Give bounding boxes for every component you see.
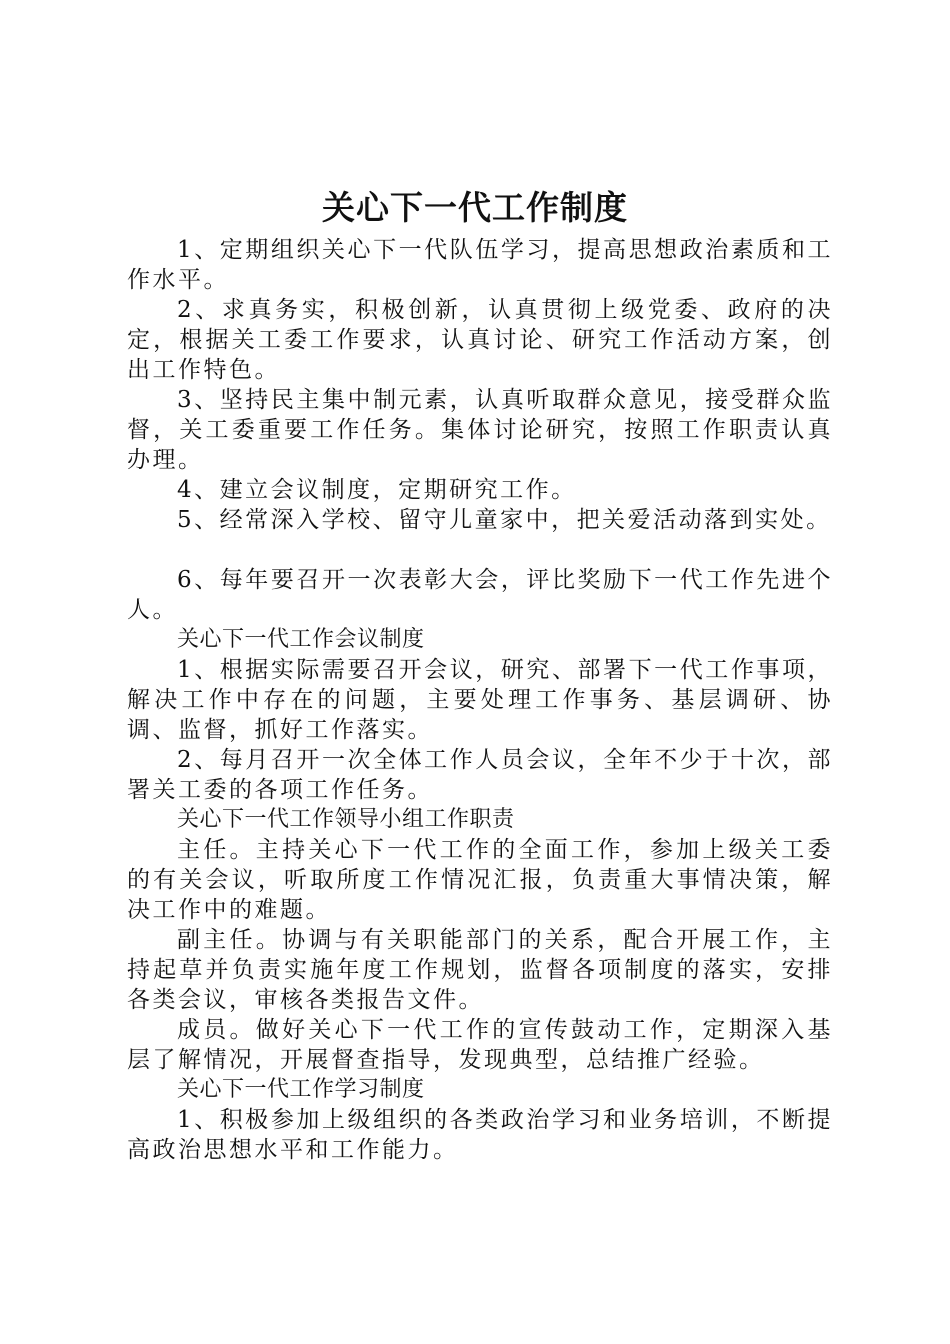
rule-paragraph-1: 1、定期组织关心下一代队伍学习，提高思想政治素质和工作水平。 — [127, 237, 833, 293]
study-section-heading: 关心下一代工作学习制度 — [177, 1077, 425, 1102]
rule-paragraph-4: 4、建立会议制度，定期研究工作。 — [177, 477, 577, 503]
document-body — [127, 235, 833, 1165]
document-title: 关心下一代工作制度 — [322, 188, 628, 227]
blank-line — [127, 535, 833, 565]
meeting-paragraph-2: 2、每月召开一次全体工作人员会议，全年不少于十次，部署关工委的各项工作任务。 — [127, 747, 833, 803]
meeting-section-heading: 关心下一代工作会议制度 — [177, 627, 425, 652]
leadership-paragraph-director: 主任。主持关心下一代工作的全面工作，参加上级关工委的有关会议，听取所度工作情况汇报，负责重大事情决策，解决工作中的难题。 — [127, 837, 833, 923]
rule-paragraph-3: 3、坚持民主集中制元素，认真听取群众意见，接受群众监督，关工委重要工作任务。集体讨论研究，按照工作职责认真办理。 — [127, 387, 833, 473]
study-paragraph-1: 1、积极参加上级组织的各类政治学习和业务培训，不断提高政治思想水平和工作能力。 — [127, 1107, 833, 1163]
meeting-paragraph-1: 1、根据实际需要召开会议，研究、部署下一代工作事项，解决工作中存在的问题，主要处理工作事务、基层调研、协调、监督，抓好工作落实。 — [127, 657, 833, 743]
rule-paragraph-6: 6、每年要召开一次表彰大会，评比奖励下一代工作先进个人。 — [127, 567, 833, 623]
rule-paragraph-2: 2、求真务实，积极创新，认真贯彻上级党委、政府的决定，根据关工委工作要求，认真讨论、研究工作活动方案，创出工作特色。 — [127, 297, 833, 383]
leadership-section-heading: 关心下一代工作领导小组工作职责 — [177, 807, 515, 832]
rule-paragraph-5: 5、经常深入学校、留守儿童家中，把关爱活动落到实处。 — [177, 507, 832, 533]
leadership-paragraph-members: 成员。做好关心下一代工作的宣传鼓动工作，定期深入基层了解情况，开展督查指导，发现典型，总结推广经验。 — [127, 1017, 833, 1073]
leadership-paragraph-deputy: 副主任。协调与有关职能部门的关系，配合开展工作，主持起草并负责实施年度工作规划，监督各项制度的落实，安排各类会议，审核各类报告文件。 — [127, 927, 833, 1013]
